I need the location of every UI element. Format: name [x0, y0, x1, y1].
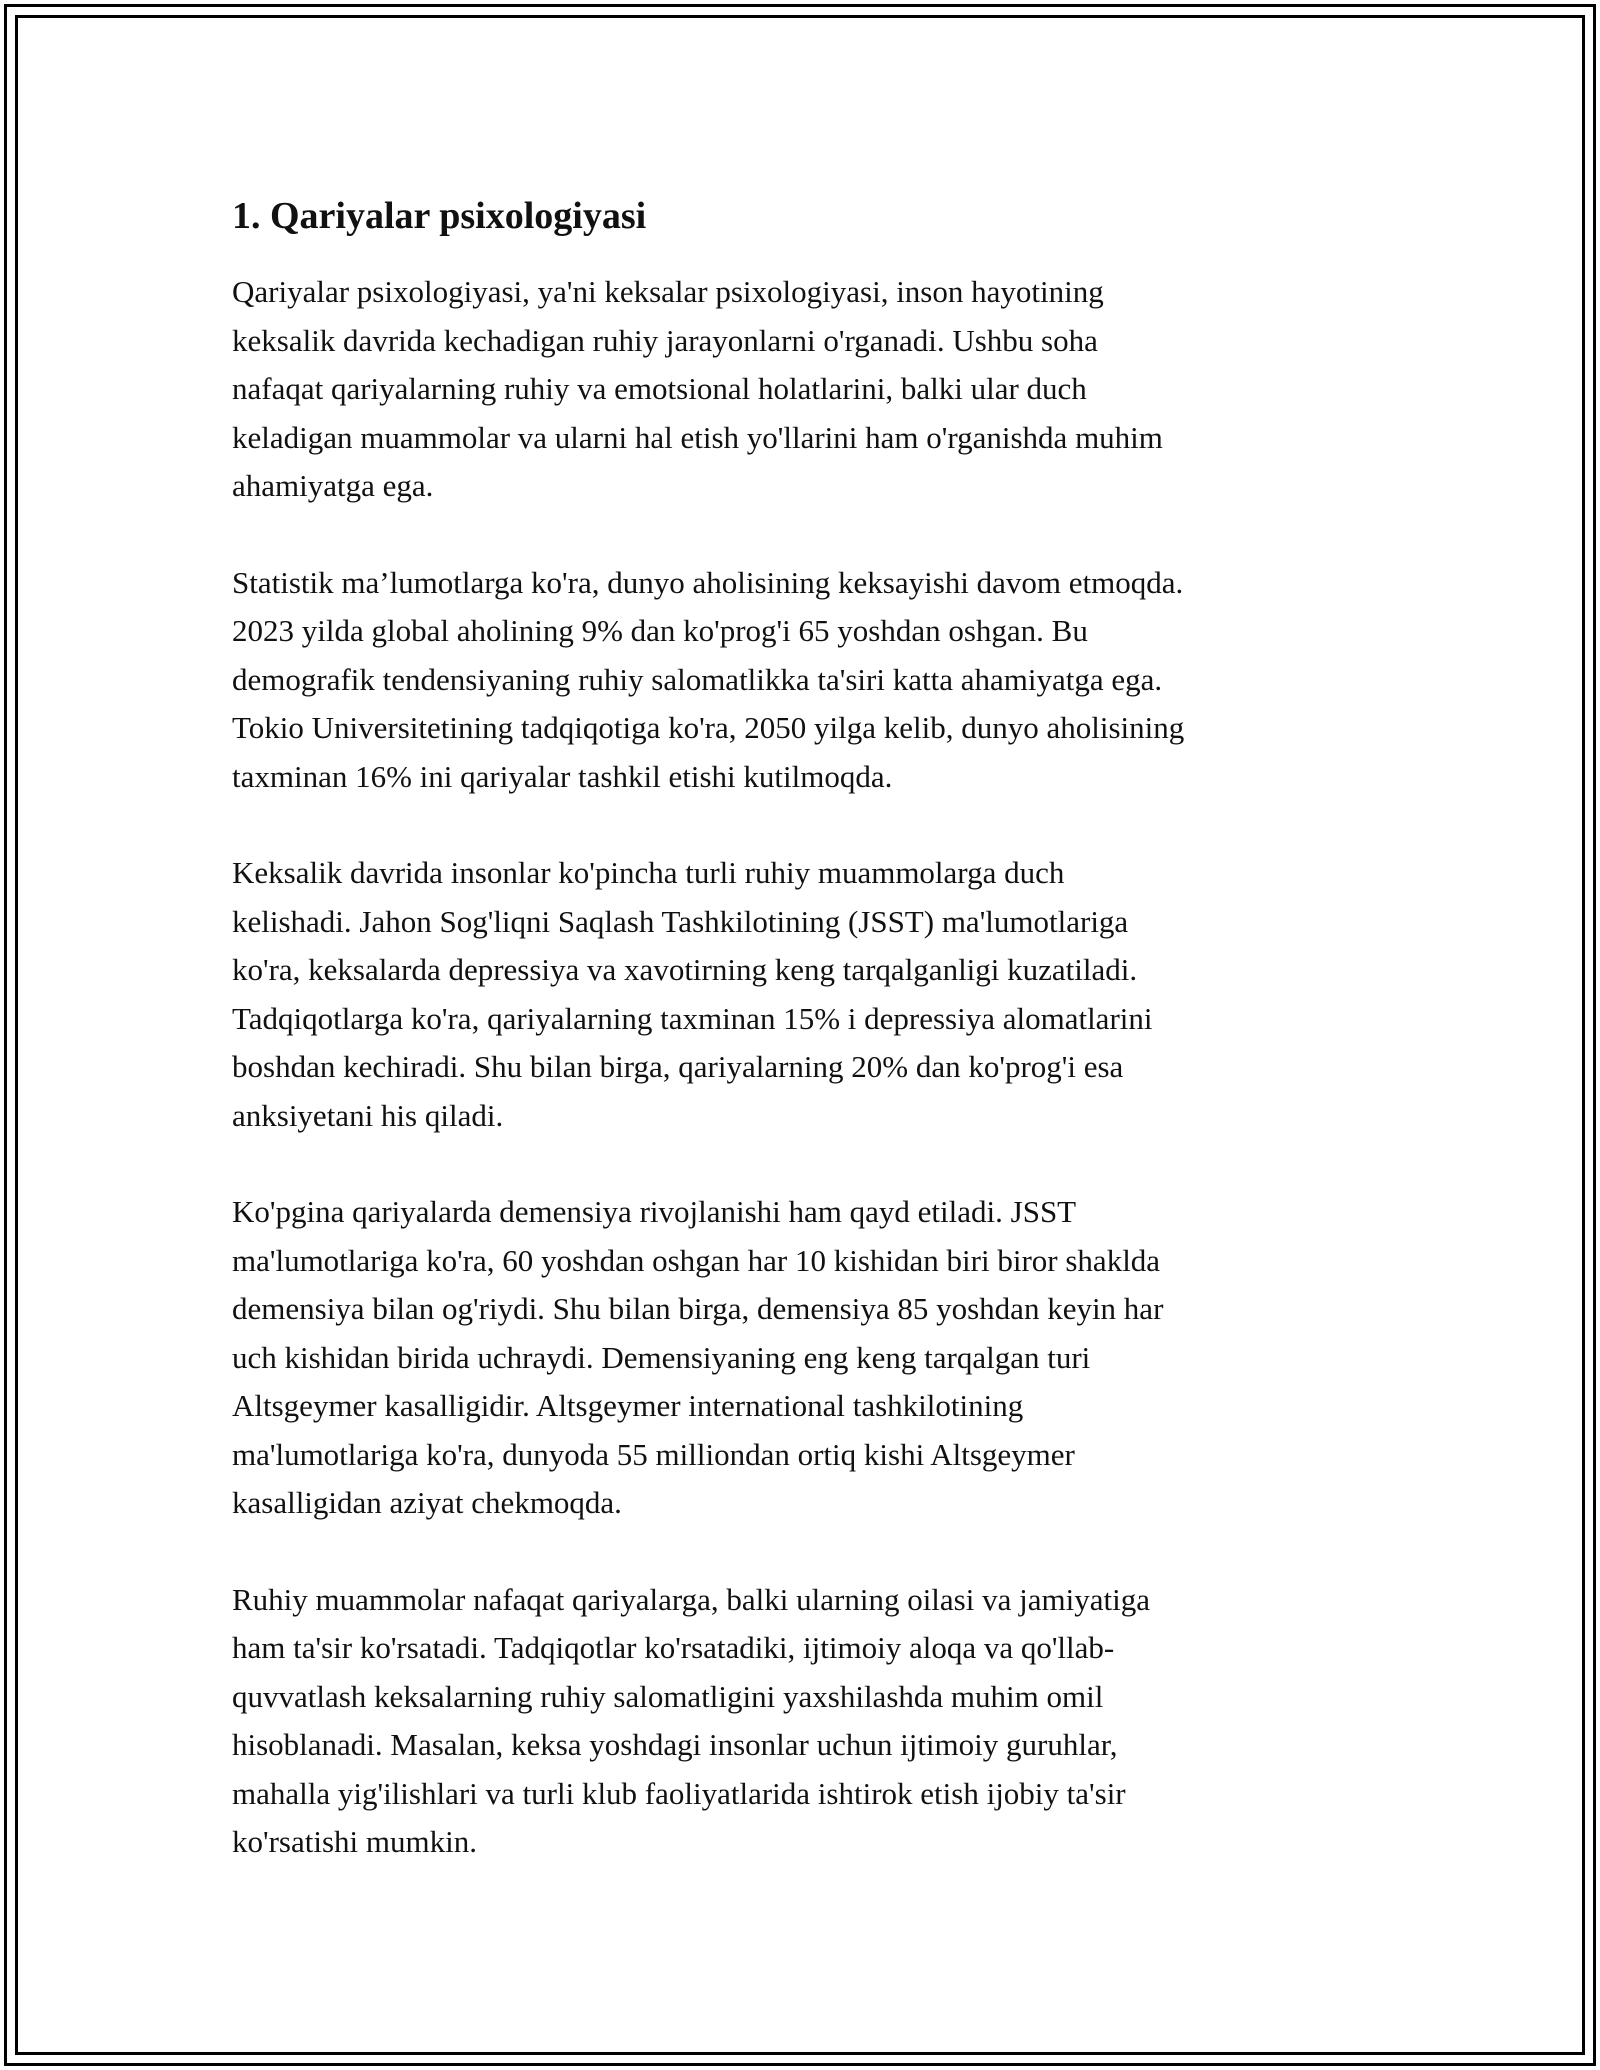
- paragraph-line: hisoblanadi. Masalan, keksa yoshdagi insonlar uchun ijtimoiy guruhlar,: [232, 1727, 1118, 1762]
- paragraph-line: ko'rsatishi mumkin.: [232, 1824, 477, 1859]
- paragraph-line: nafaqat qariyalarning ruhiy va emotsional holatlarini, balki ular duch: [232, 371, 1087, 406]
- paragraph-line: boshdan kechiradi. Shu bilan birga, qariyalarning 20% dan ko'prog'i esa: [232, 1049, 1124, 1084]
- paragraph-line: Altsgeymer kasalligidir. Altsgeymer international tashkilotining: [232, 1388, 1024, 1423]
- paragraph-line: taxminan 16% ini qariyalar tashkil etishi kutilmoqda.: [232, 758, 893, 794]
- paragraph-line: uch kishidan birida uchraydi. Demensiyaning eng keng tarqalgan turi: [232, 1339, 1091, 1375]
- paragraph-line: ma'lumotlariga ko'ra, 60 yoshdan oshgan har 10 kishidan biri biror shaklda: [232, 1242, 1161, 1278]
- paragraph-line: Ko'pgina qariyalarda demensiya rivojlanishi ham qayd etiladi. JSST: [232, 1194, 1077, 1229]
- paragraph-line: kasalligidan aziyat chekmoqda.: [232, 1485, 622, 1520]
- paragraph-line: keksalik davrida kechadigan ruhiy jarayonlarni o'rganadi. Ushbu soha: [232, 322, 1098, 358]
- paragraph-line: quvvatlash keksalarning ruhiy salomatligini yaxshilashda muhim omil: [232, 1678, 1104, 1714]
- paragraph-line: Ruhiy muammolar nafaqat qariyalarga, balki ularning oilasi va jamiyatiga: [232, 1581, 1150, 1617]
- paragraph-line: ma'lumotlariga ko'ra, dunyoda 55 milliondan ortiq kishi Altsgeymer: [232, 1436, 1075, 1472]
- paragraph-5: [232, 1576, 1382, 1867]
- paragraph-list: [232, 268, 1382, 1867]
- paragraph-4: [232, 1188, 1382, 1528]
- paragraph-line: Qariyalar psixologiyasi, ya'ni keksalar psixologiyasi, inson hayotining: [232, 274, 1104, 309]
- paragraph-line: kelishadi. Jahon Sog'liqni Saqlash Tashkilotining (JSST) ma'lumotlariga: [232, 903, 1129, 939]
- paragraph-line: ahamiyatga ega.: [232, 468, 434, 503]
- paragraph-line: ko'ra, keksalarda depressiya va xavotirning keng tarqalganligi kuzatiladi.: [232, 952, 1138, 987]
- paragraph-2: [232, 559, 1382, 802]
- page-title: 1. Qariyalar psixologiyasi: [232, 195, 647, 237]
- paragraph-line: demografik tendensiyaning ruhiy salomatlikka ta'siri katta ahamiyatga ega.: [232, 661, 1163, 697]
- paragraph-line: demensiya bilan og'riydi. Shu bilan birga, demensiya 85 yoshdan keyin har: [232, 1291, 1164, 1326]
- paragraph-1: [232, 268, 1382, 511]
- document-body: [232, 188, 1382, 1915]
- paragraph-line: Statistik ma’lumotlarga ko'ra, dunyo aholisining keksayishi davom etmoqda.: [232, 564, 1184, 600]
- paragraph-line: mahalla yig'ilishlari va turli klub faoliyatlarida ishtirok etish ijobiy ta'sir: [232, 1775, 1126, 1811]
- paragraph-line: Tadqiqotlarga ko'ra, qariyalarning taxminan 15% i depressiya alomatlarini: [232, 1000, 1153, 1036]
- paragraph-line: keladigan muammolar va ularni hal etish yo'llarini ham o'rganishda muhim: [232, 419, 1163, 455]
- paragraph-line: Keksalik davrida insonlar ko'pincha turli ruhiy muammolarga duch: [232, 855, 1065, 890]
- paragraph-line: Tokio Universitetining tadqiqotiga ko'ra, 2050 yilga kelib, dunyo aholisining: [232, 710, 1185, 745]
- paragraph-line: anksiyetani his qiladi.: [232, 1097, 504, 1133]
- paragraph-line: ham ta'sir ko'rsatadi. Tadqiqotlar ko'rsatadiki, ijtimoiy aloqa va qo'llab-: [232, 1630, 1115, 1665]
- paragraph-3: [232, 849, 1382, 1140]
- paragraph-line: 2023 yilda global aholining 9% dan ko'prog'i 65 yoshdan oshgan. Bu: [232, 613, 1088, 648]
